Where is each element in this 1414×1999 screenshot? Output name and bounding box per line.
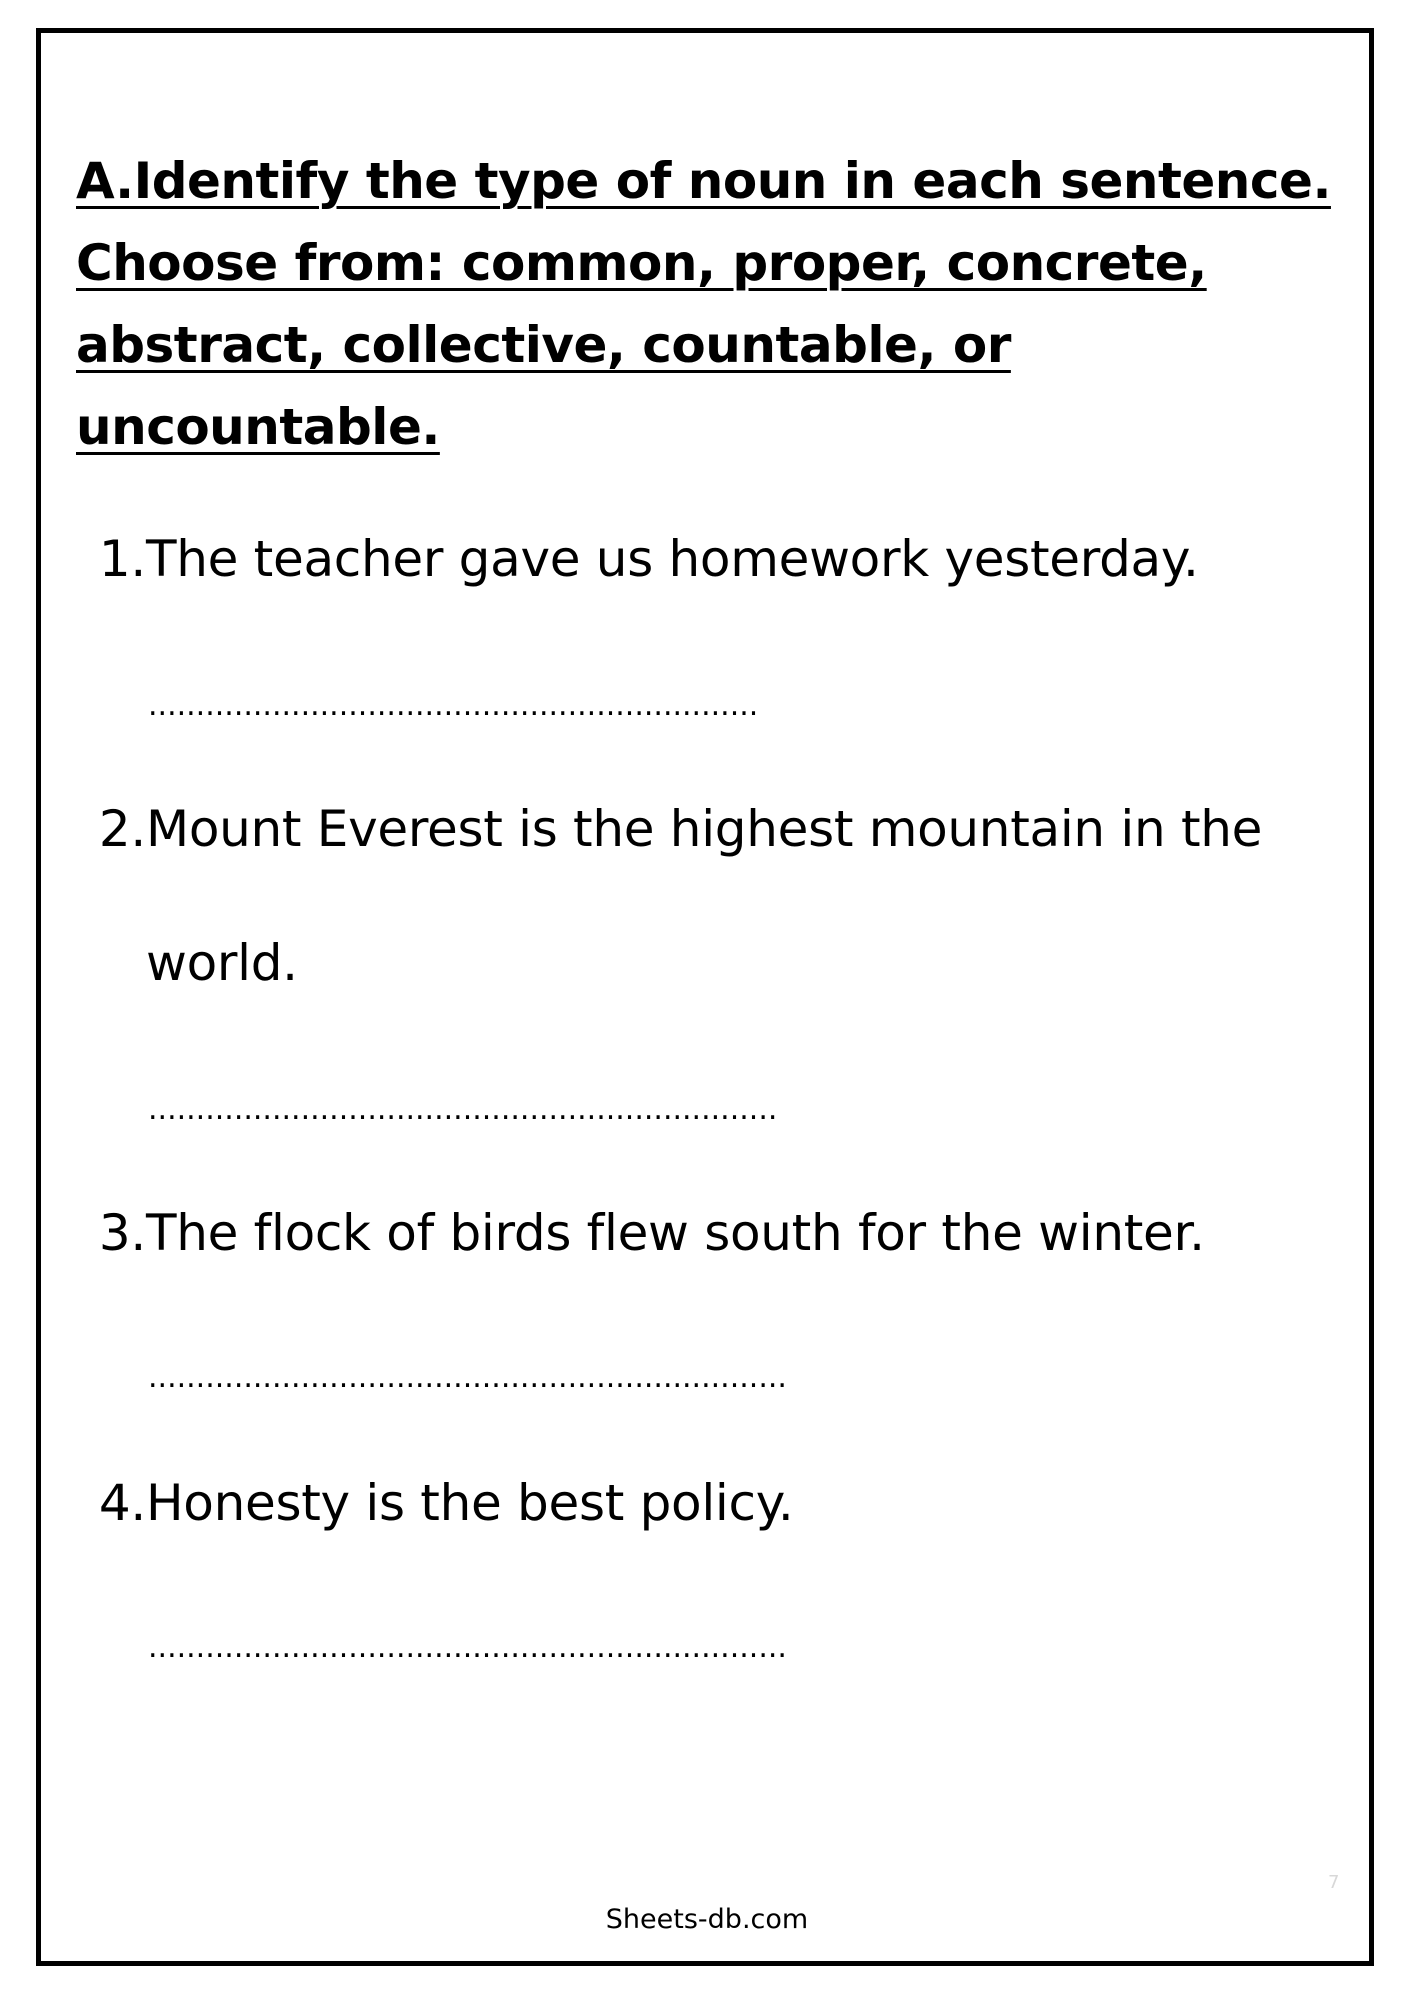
question-text: The teacher gave us homework yesterday. xyxy=(146,530,1199,588)
answer-line-3[interactable]: ................................................................... xyxy=(148,1360,787,1395)
question-text: Mount Everest is the highest mountain in the world. xyxy=(146,800,1263,992)
footer-site-name: Sheets-db.com xyxy=(605,1904,809,1935)
question-3 xyxy=(92,1166,1332,1300)
question-text: The flock of birds flew south for the winter. xyxy=(146,1204,1205,1262)
answer-line-4[interactable]: ................................................................... xyxy=(148,1630,787,1665)
question-number: 4. xyxy=(98,1474,146,1532)
instructions-heading: A.Identify the type of noun in each sentence. Choose from: common, proper, concrete, abstract, collective, countable, or uncountable. xyxy=(76,152,1331,456)
question-4 xyxy=(92,1436,1332,1570)
page-number: 7 xyxy=(1328,1872,1340,1893)
answer-line-2[interactable]: .................................................................. xyxy=(148,1092,778,1127)
answer-line-1[interactable]: ................................................................ xyxy=(148,688,759,723)
question-text: Honesty is the best policy. xyxy=(146,1474,794,1532)
question-number: 2. xyxy=(98,800,146,858)
question-1 xyxy=(92,492,1332,626)
question-number: 3. xyxy=(98,1204,146,1262)
question-number: 1. xyxy=(98,530,146,588)
question-2 xyxy=(92,762,1332,1030)
